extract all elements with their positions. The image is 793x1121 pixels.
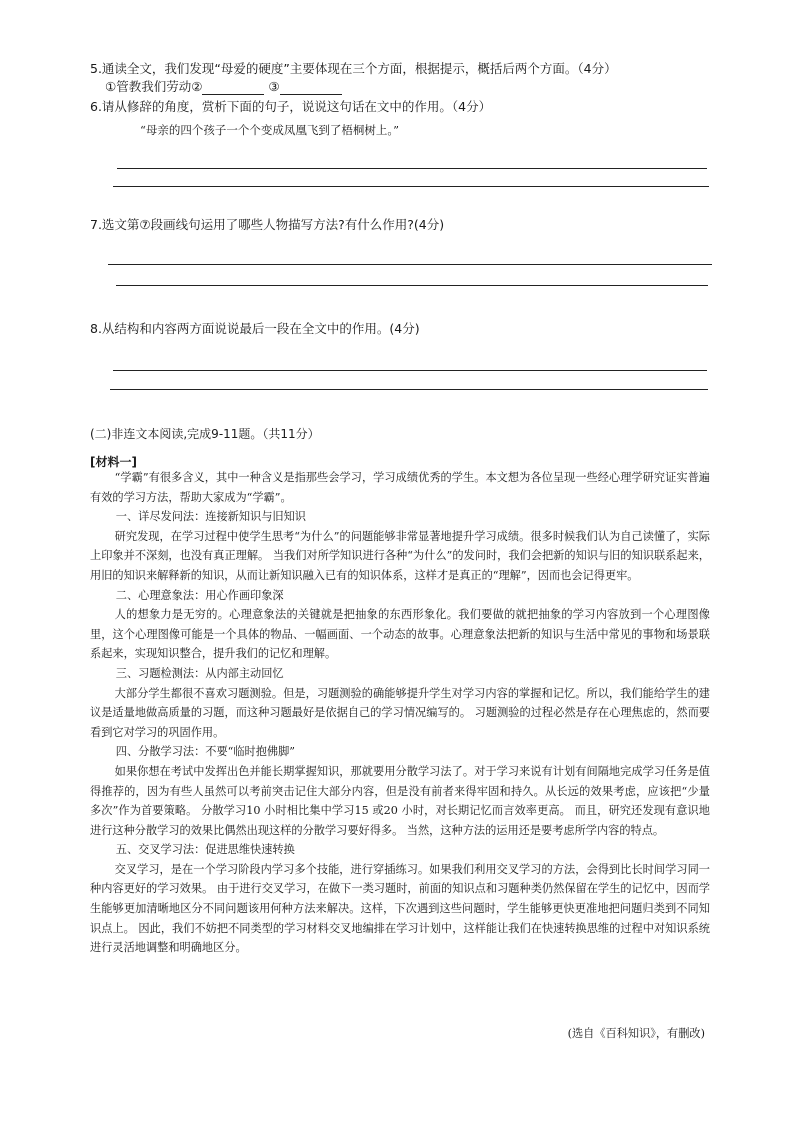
section-title: (二)非连文本阅读,完成9-11题。（共11分） — [90, 427, 320, 441]
question-6: 6.请从修辞的角度，赏析下面的句子，说说这句话在文中的作用。（4分） — [90, 99, 492, 114]
answer-blank-2[interactable] — [202, 82, 264, 95]
passage-source: (选自《百科知识》，有删改) — [567, 1027, 705, 1040]
question-5: 5.通读全文，我们发现“母爱的硬度”主要体现在三个方面，根据提示，概括后两个方面。（4分） — [90, 61, 617, 76]
material-label: [材料一] — [90, 455, 137, 469]
answer-line[interactable] — [113, 370, 707, 371]
passage-paragraph-1: 研究发现，在学习过程中使学生思考“为什么”的问题能够非常显著地提升学习成绩。很多时候我们认为自己读懂了，实际上印象并不深刻，也没有真正理解。 当我们对所学知识进行各种“为什么”的发问时，我们会把新的知识与旧的知识联系起来，用旧的知识来解释新的知识，从而让新知识融入已有的知识体系，这样才是真正的“理解”，因而也会记得更牢。 — [90, 529, 710, 582]
passage-paragraph-2: 人的想象力是无穷的。心理意象法的关键就是把抽象的东西形象化。我们要做的就把抽象的学习内容放到一个心理图像里，这个心理图像可能是一个具体的物品、一幅画面、一个动态的故事。心理意象法把新的知识与生活中常见的事物和场景联系起来，实现知识整合，提升我们的记忆和理解。 — [90, 608, 710, 661]
passage-paragraph-5: 交叉学习，是在一个学习阶段内学习多个技能，进行穿插练习。如果我们利用交叉学习的方法，会得到比长时间学习同一种内容更好的学习效果。 由于进行交叉学习，在做下一类习题时，前面的知识点和习题种类仍然保留在学生的记忆中，因而学生能够更加清晰地区分不同问题该用何种方法来解决。这样，下次遇到这些问题时，学生能够更快更准地把问题归类到不同知识点上。 因此，我们不妨把不同类型的学习材料交叉地编排在学习计划中，这样能让我们在快速转换思维的过程中对知识系统进行灵活地调整和明确地区分。 — [90, 862, 710, 955]
reading-passage — [90, 468, 710, 958]
answer-line[interactable] — [113, 186, 709, 187]
question-5-hints — [105, 79, 342, 95]
passage-paragraph-3: 大部分学生都很不喜欢习题测验。但是，习题测验的确能够提升学生对学习内容的掌握和记忆。所以，我们能给学生的建议是适量地做高质量的习题，而这种习题最好是依据自己的学习情况编写的。 习题测验的过程必然是存在心理焦虑的，然而要看到它对学习的巩固作用。 — [90, 686, 710, 739]
answer-line[interactable] — [108, 264, 712, 265]
hint-2: ③ — [268, 79, 280, 94]
passage-heading-2: 二、心理意象法：用心作画印象深 — [115, 588, 284, 602]
answer-blank-3[interactable] — [280, 82, 342, 95]
answer-line[interactable] — [117, 168, 707, 169]
question-8: 8.从结构和内容两方面说说最后一段在全文中的作用。(4分) — [90, 321, 420, 336]
answer-line[interactable] — [116, 285, 708, 286]
answer-line[interactable] — [110, 389, 708, 390]
hint-1: ①管教我们劳动② — [105, 79, 203, 94]
passage-heading-1: 一、详尽发问法：连接新知识与旧知识 — [115, 510, 306, 524]
question-6-quote: “母亲的四个孩子一个个变成凤凰飞到了梧桐树上。” — [140, 123, 400, 137]
passage-heading-3: 三、习题检测法：从内部主动回忆 — [115, 666, 284, 680]
question-7: 7.选文第⑦段画线句运用了哪些人物描写方法?有什么作用?(4分) — [90, 217, 445, 232]
passage-heading-5: 五、交叉学习法：促进思维快速转换 — [115, 843, 295, 857]
passage-intro: “学霸”有很多含义，其中一种含义是指那些会学习，学习成绩优秀的学生。本文想为各位呈现一些经心理学研究证实普遍有效的学习方法，帮助大家成为“学霸”。 — [90, 471, 710, 504]
passage-paragraph-4: 如果你想在考试中发挥出色并能长期掌握知识，那就要用分散学习法了。对于学习来说有计划有间隔地完成学习任务是值得推荐的，因为有些人虽然可以考前突击记住大部分内容，但是没有前者来得牢固和持久。从长远的效果考虑，应该把“少量多次”作为首要策略。 分散学习10 小时相比集中学习15 或20 小时，对长期记忆而言效率更高。 而且，研究还发现有意识地进行这种分散学习的效果比偶然出现这样的分散学习要好得多。 当然，这种方法的运用还是要考虑所学内容的特点。 — [90, 764, 710, 837]
passage-heading-4: 四、分散学习法：不要“临时抱佛脚” — [115, 745, 296, 759]
